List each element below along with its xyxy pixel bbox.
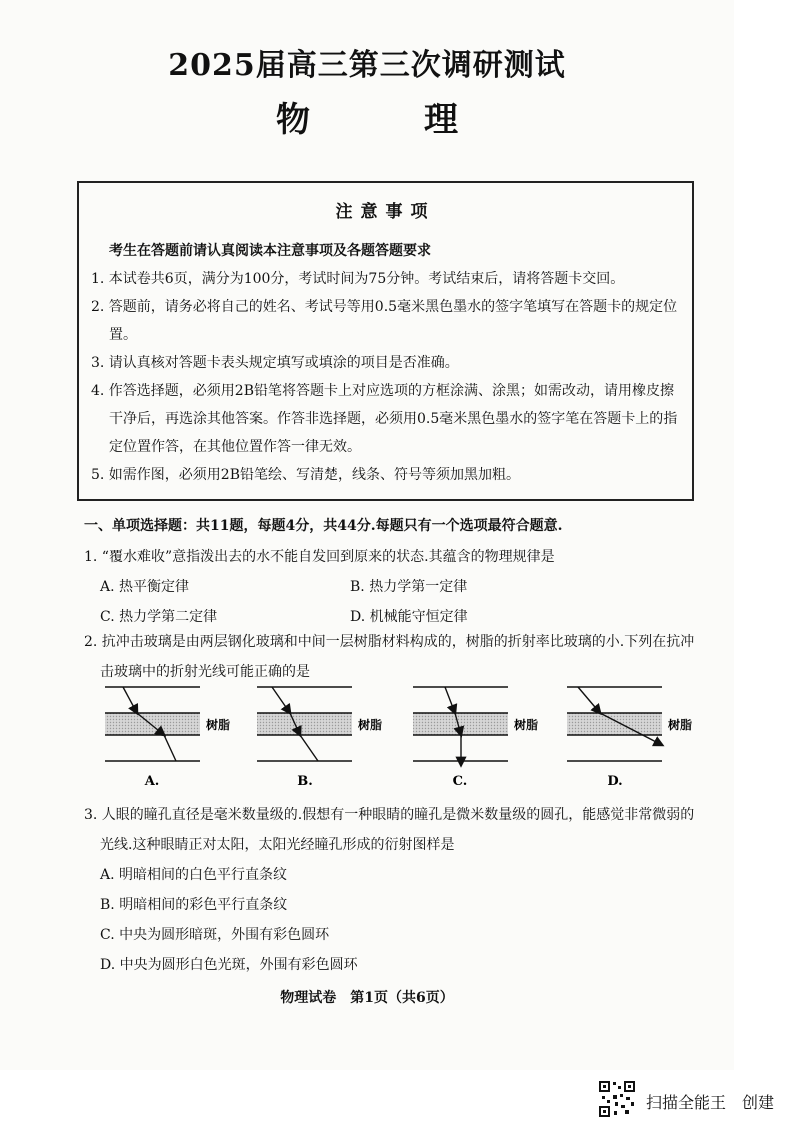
resin-label: 树脂 xyxy=(668,718,693,732)
resin-label: 树脂 xyxy=(514,718,539,732)
resin-layer xyxy=(105,713,200,735)
question-stem: 2. 抗冲击玻璃是由两层钢化玻璃和中间一层树脂材料构成的，树脂的折射率比玻璃的小.下列在抗冲击玻璃中的折射光线可能正确的是 xyxy=(84,634,695,680)
refraction-diagrams xyxy=(100,685,700,795)
resin-label: 树脂 xyxy=(206,718,231,732)
question-2 xyxy=(84,627,704,687)
diagram-d xyxy=(567,687,692,789)
notice-item: 2. 答题前，请务必将自己的姓名、考试号等用0.5毫米黑色墨水的签字笔填写在答题卡的规定位置。 xyxy=(91,299,678,343)
option-b: B. 明暗相间的彩色平行直条纹 xyxy=(100,897,288,913)
notice-box xyxy=(77,181,694,501)
notice-item: 3. 请认真核对答题卡表头规定填写或填涂的项目是否准确。 xyxy=(91,355,459,371)
option-b-label: B. xyxy=(297,774,313,789)
diagram-a xyxy=(105,687,230,789)
option-c: C. 热力学第二定律 xyxy=(100,609,218,625)
notice-list xyxy=(91,265,686,489)
resin-layer xyxy=(257,713,352,735)
notice-intro: 考生在答题前请认真阅读本注意事项及各题答题要求 xyxy=(109,243,431,259)
option-c-label: C. xyxy=(452,774,468,789)
option-grid xyxy=(84,572,704,632)
notice-heading: 注意事项 xyxy=(335,202,436,222)
subject-title: 物 理 xyxy=(276,100,498,140)
option-d: D. 中央为圆形白色光斑，外围有彩色圆环 xyxy=(100,957,358,973)
section-heading: 一、单项选择题：共11题，每题4分，共44分.每题只有一个选项最符合题意. xyxy=(84,518,563,534)
notice-item: 4. 作答选择题，必须用2B铅笔将答题卡上对应选项的方框涂满、涂黑；如需改动，请用橡皮擦干净后，再选涂其他答案。作答非选择题，必须用0.5毫米黑色墨水的签字笔在答题卡上的指定位置作答，在其他位置作答一律无效。 xyxy=(91,383,678,455)
diagram-b xyxy=(257,687,382,789)
question-3 xyxy=(84,800,704,980)
option-d-label: D. xyxy=(607,774,623,789)
option-c: C. 中央为圆形暗斑，外围有彩色圆环 xyxy=(100,927,330,943)
option-b: B. 热力学第一定律 xyxy=(350,579,468,595)
option-list xyxy=(84,860,704,980)
question-1 xyxy=(84,542,704,632)
qr-code-icon xyxy=(598,1080,636,1118)
question-stem: 3. 人眼的瞳孔直径是毫米数量级的.假想有一种眼睛的瞳孔是微米数量级的圆孔，能感觉非常微弱的光线.这种眼睛正对太阳，太阳光经瞳孔形成的衍射图样是 xyxy=(84,807,695,853)
notice-item: 1. 本试卷共6页，满分为100分，考试时间为75分钟。考试结束后，请将答题卡交回。 xyxy=(91,271,625,287)
page-footer: 物理试卷 第1页（共6页） xyxy=(280,990,454,1006)
scanner-label: 扫描全能王 创建 xyxy=(646,1093,775,1112)
diagram-c xyxy=(413,687,538,789)
scanner-watermark xyxy=(598,1080,798,1120)
exam-title: 2025届高三第三次调研测试 xyxy=(168,48,566,83)
question-stem: 1. “覆水难收”意指泼出去的水不能自发回到原来的状态.其蕴含的物理规律是 xyxy=(84,549,555,565)
option-a-label: A. xyxy=(144,774,160,789)
notice-item: 5. 如需作图，必须用2B铅笔绘、写清楚，线条、符号等须加黑加粗。 xyxy=(91,467,521,483)
option-a: A. 明暗相间的白色平行直条纹 xyxy=(100,867,288,883)
resin-label: 树脂 xyxy=(358,718,383,732)
resin-layer xyxy=(567,713,662,735)
option-d: D. 机械能守恒定律 xyxy=(350,609,468,625)
option-a: A. 热平衡定律 xyxy=(100,579,190,595)
